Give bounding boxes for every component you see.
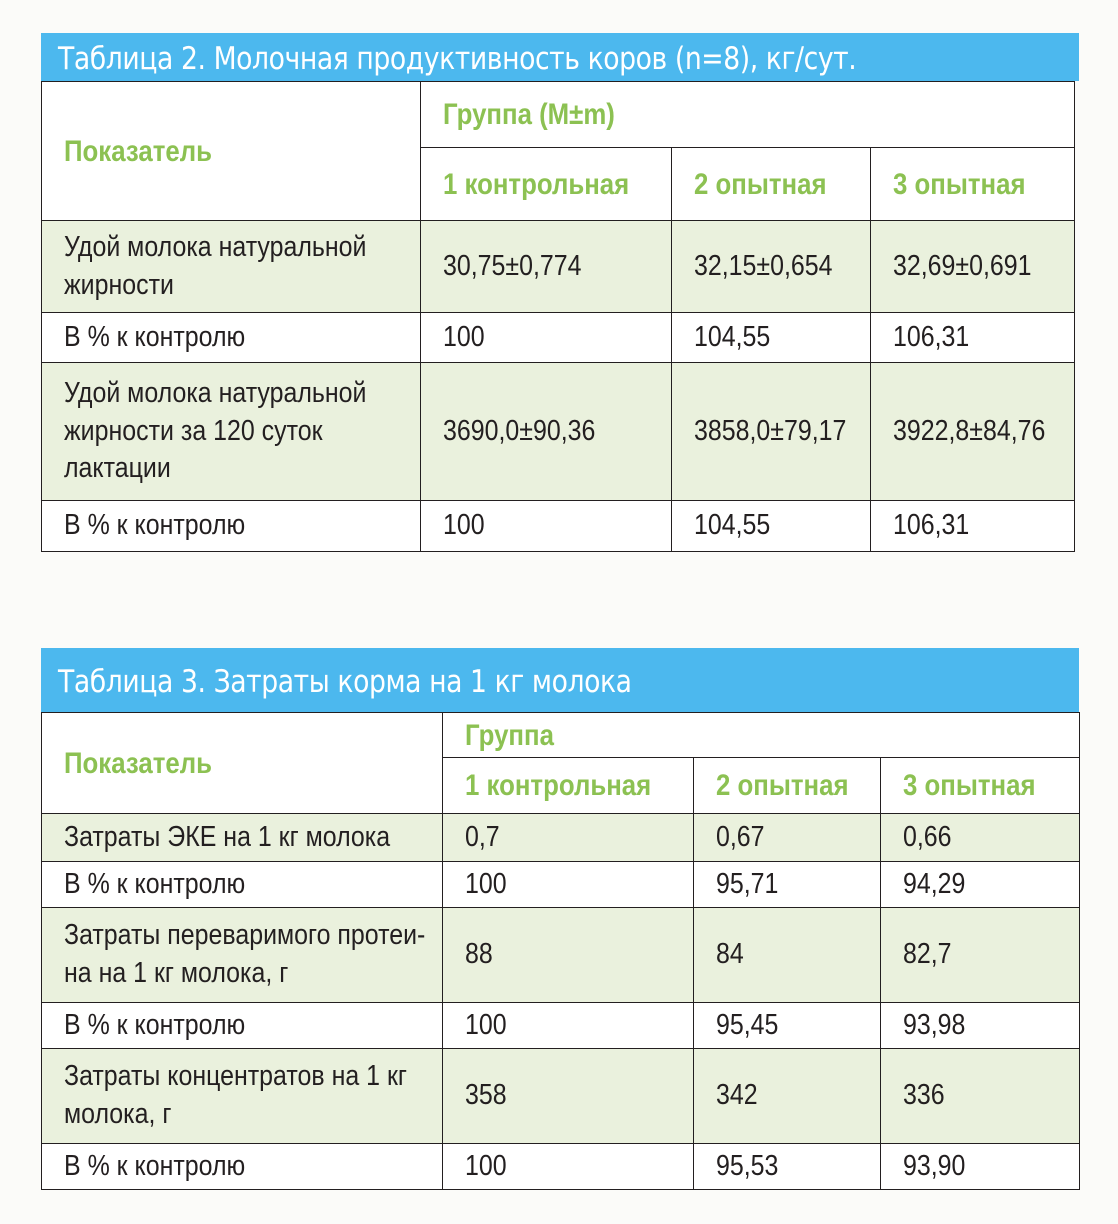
cell-value: 106,31 — [871, 313, 1075, 363]
table-2-col-2-header: 2 опытная — [672, 148, 871, 221]
cell-value: 3690,0±90,36 — [421, 363, 672, 501]
cell-value: 95,45 — [694, 1003, 881, 1049]
cell-value: 100 — [421, 313, 672, 363]
table-row — [42, 814, 1080, 862]
table-row — [42, 1144, 1080, 1190]
cell-value: 82,7 — [881, 908, 1080, 1003]
cell-value: 336 — [881, 1049, 1080, 1144]
cell-value: 95,53 — [694, 1144, 881, 1190]
cell-value: 100 — [421, 501, 672, 552]
table-row — [42, 221, 1075, 313]
row-label: В % к контролю — [42, 501, 421, 552]
table-3-block — [41, 648, 1079, 1190]
cell-value: 0,67 — [694, 814, 881, 862]
table-2-caption — [41, 33, 1079, 81]
cell-value: 0,66 — [881, 814, 1080, 862]
table-row — [42, 862, 1080, 908]
cell-value: 94,29 — [881, 862, 1080, 908]
table-3-indicator-header: Показатель — [42, 713, 443, 814]
table-3-caption — [41, 648, 1079, 712]
table-3 — [41, 712, 1080, 1190]
cell-value: 3858,0±79,17 — [672, 363, 871, 501]
cell-value: 93,98 — [881, 1003, 1080, 1049]
row-label: В % к контролю — [42, 313, 421, 363]
row-label: Затраты переваримого протеи- на на 1 кг молока, г — [42, 908, 443, 1003]
cell-value: 84 — [694, 908, 881, 1003]
table-row — [42, 908, 1080, 1003]
table-2-caption-text: Таблица 2. Молочная продуктивность коров (n=8), кг/сут. — [58, 41, 857, 77]
table-row — [42, 1049, 1080, 1144]
table-3-caption-text: Таблица 3. Затраты корма на 1 кг молока — [58, 664, 632, 700]
row-label: Затраты ЭКЕ на 1 кг молока — [42, 814, 443, 862]
row-label: В % к контролю — [42, 862, 443, 908]
table-3-group-header: Группа — [443, 713, 1080, 758]
table-row — [42, 501, 1075, 552]
table-3-col-1-header: 1 контрольная — [443, 758, 694, 814]
table-3-col-3-header: 3 опытная — [881, 758, 1080, 814]
table-2-indicator-header: Показатель — [42, 82, 421, 221]
row-label: Затраты концентратов на 1 кг молока, г — [42, 1049, 443, 1144]
cell-value: 104,55 — [672, 313, 871, 363]
cell-value: 358 — [443, 1049, 694, 1144]
cell-value: 32,15±0,654 — [672, 221, 871, 313]
cell-value: 100 — [443, 1003, 694, 1049]
cell-value: 30,75±0,774 — [421, 221, 672, 313]
table-2 — [41, 81, 1075, 552]
row-label: В % к контролю — [42, 1003, 443, 1049]
cell-value: 0,7 — [443, 814, 694, 862]
table-2-col-1-header: 1 контрольная — [421, 148, 672, 221]
table-2-group-header: Группа (М±m) — [421, 82, 1075, 148]
table-3-col-2-header: 2 опытная — [694, 758, 881, 814]
cell-value: 100 — [443, 862, 694, 908]
table-2-block — [41, 33, 1079, 552]
table-row — [42, 363, 1075, 501]
cell-value: 100 — [443, 1144, 694, 1190]
cell-value: 32,69±0,691 — [871, 221, 1075, 313]
table-row — [42, 1003, 1080, 1049]
row-label: Удой молока натуральной жирности за 120 суток лактации — [42, 363, 421, 501]
cell-value: 95,71 — [694, 862, 881, 908]
cell-value: 106,31 — [871, 501, 1075, 552]
cell-value: 342 — [694, 1049, 881, 1144]
cell-value: 3922,8±84,76 — [871, 363, 1075, 501]
cell-value: 104,55 — [672, 501, 871, 552]
cell-value: 88 — [443, 908, 694, 1003]
table-row — [42, 313, 1075, 363]
cell-value: 93,90 — [881, 1144, 1080, 1190]
table-2-col-3-header: 3 опытная — [871, 148, 1075, 221]
row-label: Удой молока натуральной жирности — [42, 221, 421, 313]
row-label: В % к контролю — [42, 1144, 443, 1190]
